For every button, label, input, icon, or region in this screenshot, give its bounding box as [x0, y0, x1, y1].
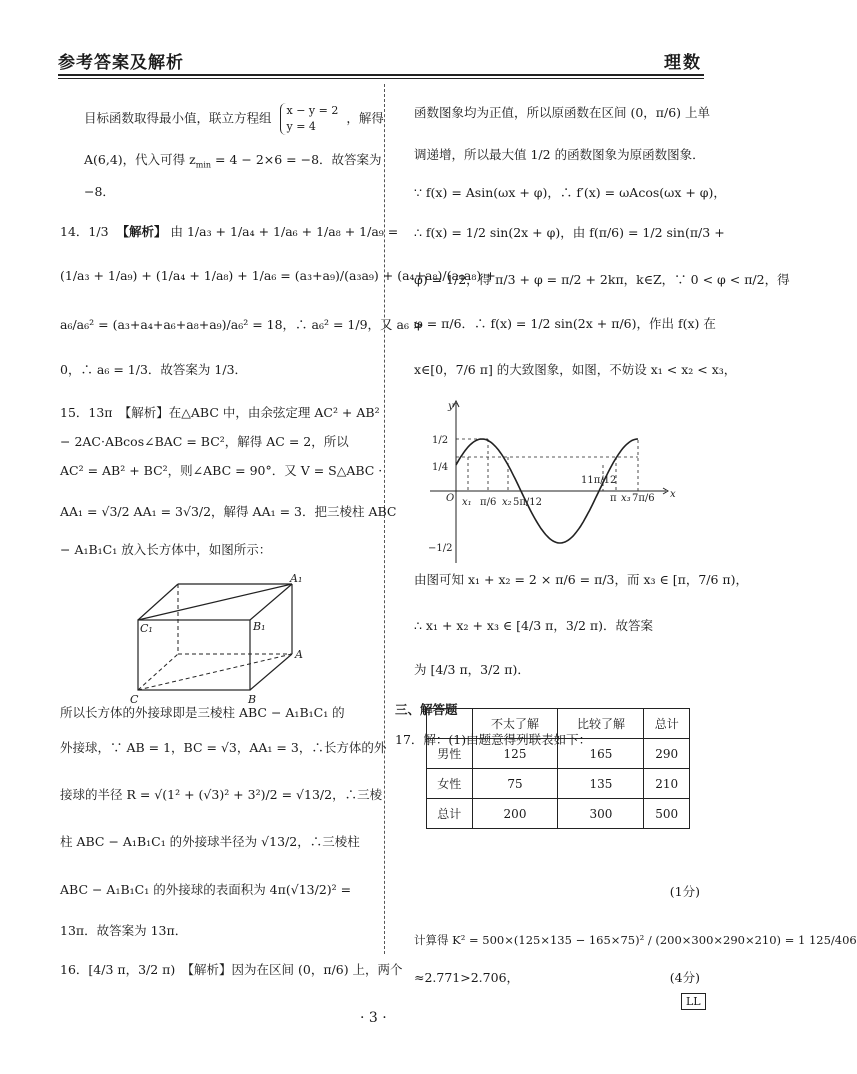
k2-calculation: 计算得 K² = 500×(125×135 − 165×75)² / (200×300×290×210) = 1 125/406 — [414, 933, 857, 947]
q13-line-3: −8． — [84, 184, 115, 199]
q16-right-3: ∵ f(x) = Asin(ωx + φ)，∴ f′(x) = ωAcos(ωx + φ)， — [414, 185, 726, 200]
table-cell: 女性 — [427, 769, 473, 799]
table-cell: 200 — [472, 799, 558, 829]
cuboid-figure — [120, 570, 320, 705]
label-A1: A₁ — [290, 572, 303, 585]
origin-label: O — [446, 493, 455, 504]
q15-line-2: − 2AC·ABcos∠BAC = BC²，解得 AC = 2，所以 — [60, 434, 349, 449]
tick-pi6: π/6 — [480, 497, 497, 508]
q16-right-7: x∈[0，7/6 π] 的大致图象，如图，不妨设 x₁ < x₂ < x₃， — [414, 362, 737, 377]
system-eq-2: y = 4 — [286, 120, 316, 133]
table-cell: 125 — [472, 739, 558, 769]
score-1: (1分) — [669, 884, 700, 899]
table-cell: 165 — [558, 739, 644, 769]
q15-line-1: 15．13π 【解析】在△ABC 中，由余弦定理 AC² + AB² — [60, 405, 380, 420]
table-header-row — [427, 709, 690, 739]
q14-line-3: a₆/a₆² = (a₃+a₄+a₆+a₈+a₉)/a₆² = 18，∴ a₆² = 1/9，又 a₆ > — [60, 317, 424, 332]
table-cell: 75 — [472, 769, 558, 799]
q16-right-6: φ = π/6．∴ f(x) = 1/2 sin(2x + π/6)，作出 f(x) 在 — [414, 316, 716, 331]
header-rule-thin — [58, 78, 704, 79]
q15-line-4: AA₁ = √3/2 AA₁ = 3√3/2，解得 AA₁ = 3．把三棱柱 ABC — [60, 504, 397, 519]
k2-approx: ≈2.771>2.706， — [414, 970, 520, 985]
page-code-box: LL — [681, 993, 706, 1010]
score-2: (4分) — [669, 970, 700, 985]
q14-line-2: (1/a₃ + 1/a₉) + (1/a₄ + 1/a₈) + 1/a₆ = (a₃+a₉)/(a₃a₉) + (a₄+a₈)/(a₄a₈) + — [60, 268, 496, 283]
table-header-cell: 不太了解 — [472, 709, 558, 739]
sine-graph — [418, 395, 678, 567]
q16-right-5: φ) = 1/2，得 π/3 + φ = π/2 + 2kπ，k∈Z，∵ 0 < φ < π/2，得 — [414, 272, 790, 287]
q15-line-8: 接球的半径 R = √(1² + (√3)² + 3²)/2 = √13/2，∴三棱 — [60, 787, 383, 802]
tick-half: 1/2 — [432, 435, 449, 446]
tick-x3: x₃ — [621, 493, 631, 504]
tick-quarter: 1/4 — [432, 462, 449, 473]
y-label: y — [448, 401, 454, 412]
q15-line-9: 柱 ABC − A₁B₁C₁ 的外接球半径为 √13/2，∴三棱柱 — [60, 834, 360, 849]
q13-line-2: A(6,4)，代入可得 $z_{min} = 4 - 2\times 6 = -8$．故答案为 — [84, 152, 382, 170]
table-row — [427, 739, 690, 769]
q15-line-3: AC² = AB² + BC²，则∠ABC = 90°．又 V = S△ABC · — [60, 463, 383, 478]
tick-x1: x₁ — [462, 497, 472, 508]
label-B: B — [248, 693, 257, 706]
q15-line-11: 13π．故答案为 13π． — [60, 923, 188, 938]
table-header-cell: 总计 — [644, 709, 690, 739]
q15-line-7: 外接球，∵ AB = 1，BC = √3，AA₁ = 3，∴长方体的外 — [60, 740, 387, 755]
table-cell: 135 — [558, 769, 644, 799]
table-cell: 290 — [644, 739, 690, 769]
table-cell: 500 — [644, 799, 690, 829]
tick-5pi12: 5π/12 — [513, 497, 543, 508]
label-C1: C₁ — [140, 622, 153, 635]
q16-right-1: 函数图象均为正值，所以原函数在区间 (0，π/6) 上单 — [414, 105, 711, 120]
diagonal-C1A1 — [138, 584, 292, 620]
table-row — [427, 769, 690, 799]
header-title: 参考答案及解析 — [58, 53, 184, 73]
label-C: C — [130, 693, 139, 706]
tick-x2: x₂ — [502, 497, 512, 508]
q13-line-1: 目标函数取得最小值，联立方程组 x − y = 2 y = 4 ，解得 — [84, 104, 384, 133]
q16-right-8: 由图可知 x₁ + x₂ = 2 × π/6 = π/3，而 x₃ ∈ [π，7/6 π)， — [414, 572, 748, 587]
page-number: · 3 · — [360, 1010, 387, 1026]
q15-line-10: ABC − A₁B₁C₁ 的外接球的表面积为 4π(√13/2)² = — [60, 882, 352, 897]
label-B1: B₁ — [253, 620, 266, 633]
q17-intro: 17．解：(1)由题意得列联表如下： — [395, 732, 592, 747]
q16-right-10: 为 [4/3 π，3/2 π)． — [414, 662, 530, 677]
tick-neg-half: −1/2 — [428, 543, 453, 554]
table-row — [427, 799, 690, 829]
table-cell: 男性 — [427, 739, 473, 769]
tick-11pi12: 11π/12 — [581, 475, 617, 486]
cuboid-front-face — [138, 620, 250, 690]
q16-line-1: 16．[4/3 π，3/2 π) 【解析】因为在区间 (0，π/6) 上，两个 — [60, 962, 403, 977]
q14-line-1: 14．1/3 【解析】 由 1/a₃ + 1/a₄ + 1/a₆ + 1/a₈ + 1/a₉ = — [60, 224, 399, 239]
q15-line-6: 所以长方体的外接球即是三棱柱 ABC − A₁B₁C₁ 的 — [60, 705, 345, 720]
table-cell: 210 — [644, 769, 690, 799]
q15-line-5: − A₁B₁C₁ 放入长方体中，如图所示： — [60, 542, 272, 557]
q14-line-4: 0，∴ a₆ = 1/3．故答案为 1/3． — [60, 362, 248, 377]
system-eq-1: x − y = 2 — [286, 104, 339, 117]
header-rule — [58, 74, 704, 76]
tick-pi: π — [610, 493, 617, 504]
table-cell: 300 — [558, 799, 644, 829]
header-subject: 理数 — [664, 53, 702, 73]
table-cell: 总计 — [427, 799, 473, 829]
tick-7pi6: 7π/6 — [632, 493, 655, 504]
contingency-table — [426, 708, 690, 829]
table-header-cell: 比较了解 — [558, 709, 644, 739]
section-heading: 三、解答题 — [395, 702, 458, 717]
table-header-cell — [427, 709, 473, 739]
q16-right-9: ∴ x₁ + x₂ + x₃ ∈ [4/3 π，3/2 π)．故答案 — [414, 618, 654, 633]
label-A: A — [295, 648, 303, 661]
x-label: x — [670, 489, 676, 500]
q16-right-4: ∴ f(x) = 1/2 sin(2x + φ)，由 f(π/6) = 1/2 sin(π/3 + — [414, 225, 725, 240]
q16-right-2: 调递增，所以最大值 1/2 的函数图象为原函数图象． — [414, 147, 705, 162]
